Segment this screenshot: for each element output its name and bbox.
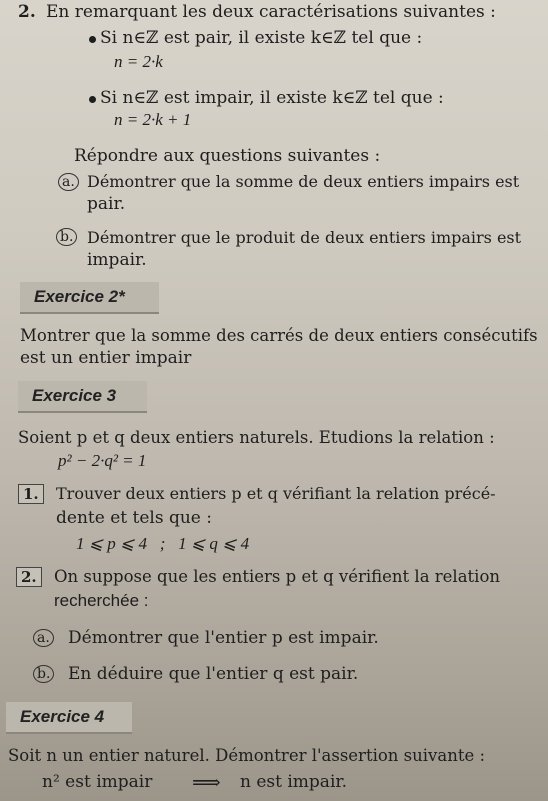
question-number-1: 1. (18, 484, 44, 504)
question-a-line2: pair. (87, 194, 126, 214)
exercise-4-conclusion: n est impair. (240, 772, 348, 792)
exercise-2-line2: est un entier impair (20, 348, 192, 368)
question-1-line1: Trouver deux entiers p et q vérifiant la relation précé- (56, 484, 496, 503)
exercise-3-header (18, 381, 147, 413)
questions-prompt: Répondre aux questions suivantes : (74, 146, 381, 166)
bullet-odd-text: Si n∈ℤ est impair, il existe k∈ℤ tel que : (100, 88, 444, 108)
bullet-marker (89, 36, 96, 43)
bullet-odd-formula: n = 2·k + 1 (114, 110, 192, 129)
question-1-conditions: 1 ⩽ p ⩽ 4 ; 1 ⩽ q ⩽ 4 (76, 534, 250, 553)
item-number: 2. (18, 2, 36, 22)
question-2a-text: Démontrer que l'entier p est impair. (68, 628, 379, 648)
exercise-3-formula: p² − 2·q² = 1 (58, 451, 147, 470)
question-label-b: b. (56, 228, 77, 246)
question-2-line2: recherchée : (54, 591, 149, 610)
question-a-line1: Démontrer que la somme de deux entiers impairs est (87, 172, 520, 191)
bullet-even-formula: n = 2·k (114, 52, 163, 71)
question-2a-label: a. (33, 629, 54, 647)
exercise-4-title: Exercice 4 (20, 707, 105, 726)
implies-arrow: ⟹ (192, 770, 221, 794)
question-b-line1: Démontrer que le produit de deux entiers impairs est (87, 228, 522, 247)
question-2b-label: b. (33, 665, 54, 683)
question-1-line2: dente et tels que : (56, 508, 212, 528)
question-b-line2: impair. (87, 250, 147, 270)
exercise-4-premise: n² est impair (42, 772, 153, 792)
question-label-a: a. (58, 173, 79, 191)
intro-text: En remarquant les deux caractérisations suivantes : (46, 2, 496, 22)
exercise-4-line1: Soit n un entier naturel. Démontrer l'assertion suivante : (8, 746, 486, 765)
exercise-3-title: Exercice 3 (32, 386, 117, 405)
question-2b-text: En déduire que l'entier q est pair. (68, 664, 359, 684)
exercise-2-line1: Montrer que la somme des carrés de deux entiers consécutifs (20, 326, 538, 345)
question-number-2: 2. (16, 567, 42, 587)
exercise-2-header (20, 282, 159, 314)
exercise-2-title: Exercice 2* (34, 287, 125, 306)
exercise-4-header (6, 702, 132, 734)
bullet-even-text: Si n∈ℤ est pair, il existe k∈ℤ tel que : (100, 28, 423, 48)
exercise-3-line1: Soient p et q deux entiers naturels. Etudions la relation : (18, 428, 495, 447)
bullet-marker (89, 96, 96, 103)
question-2-line1: On suppose que les entiers p et q vérifient la relation (54, 567, 501, 586)
